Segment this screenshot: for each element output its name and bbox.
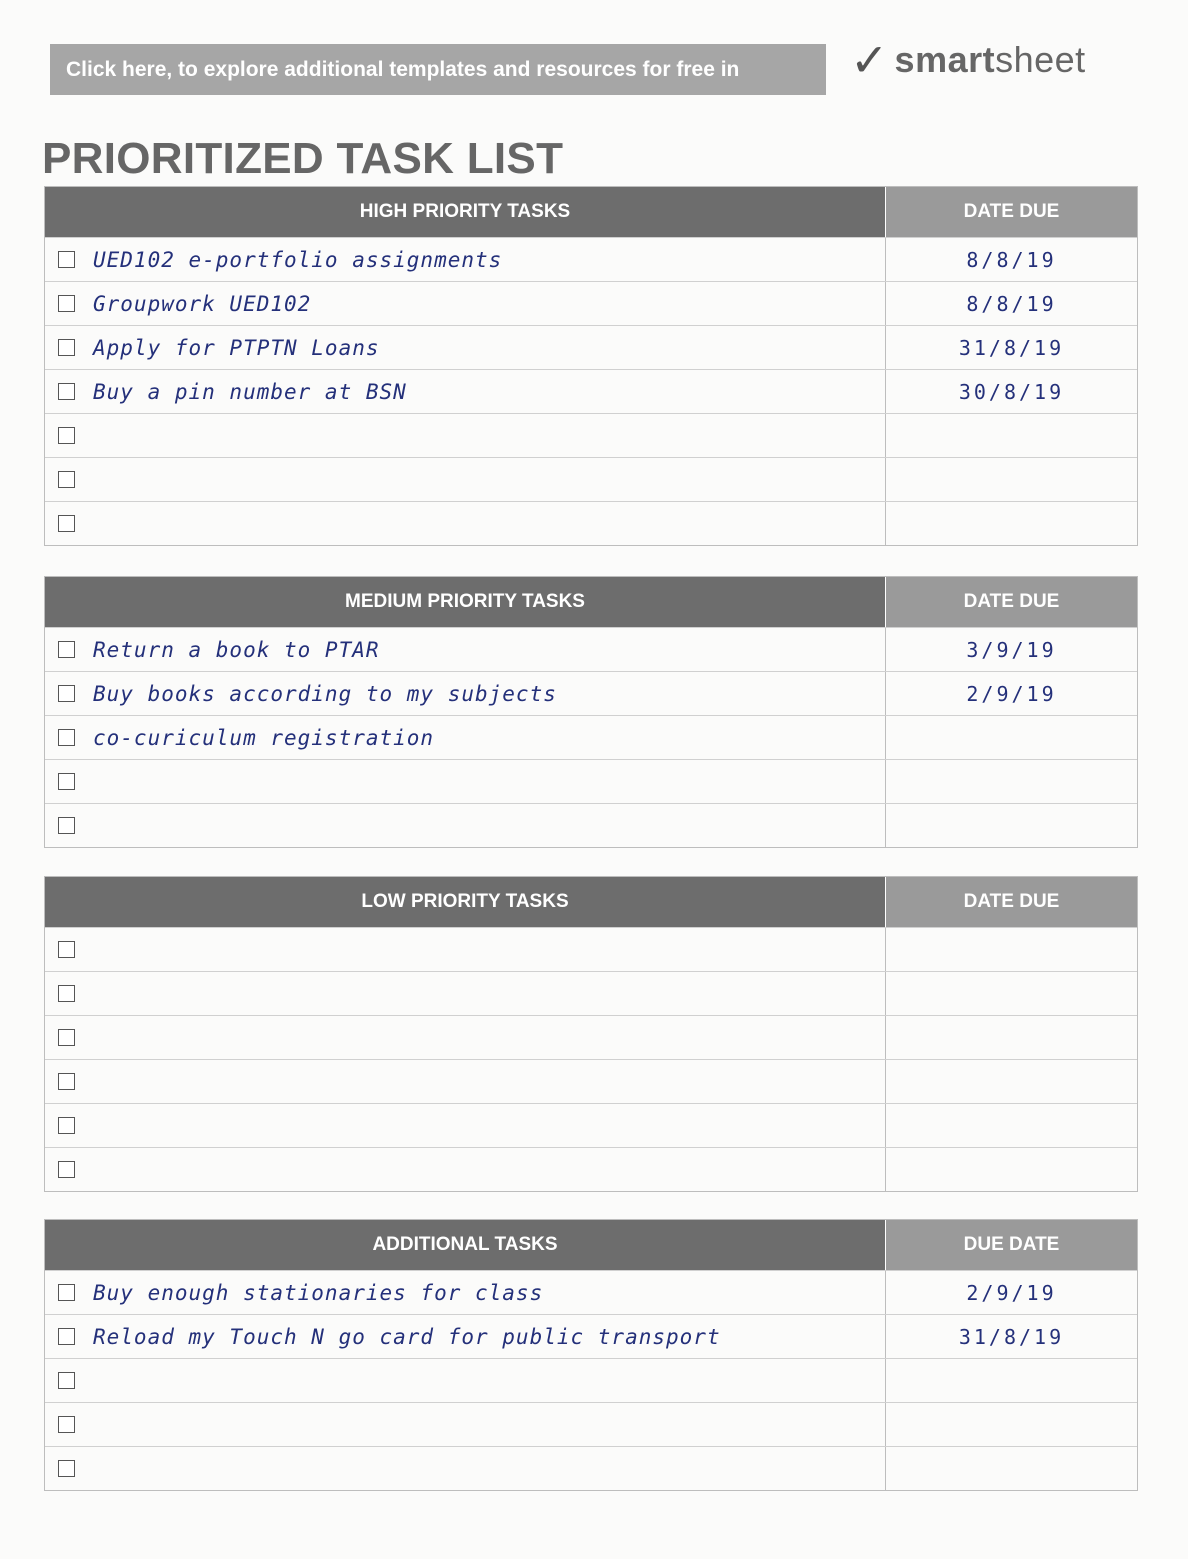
task-column-header: LOW PRIORITY TASKS: [45, 877, 885, 927]
task-row: [45, 1446, 1137, 1490]
task-cell[interactable]: [45, 370, 885, 413]
task-cell[interactable]: [45, 238, 885, 281]
task-checkbox[interactable]: [58, 339, 75, 356]
task-text: UED102 e-portfolio assignments: [93, 247, 503, 272]
task-text: Groupwork UED102: [93, 291, 312, 316]
date-column-header: DATE DUE: [885, 577, 1137, 627]
task-row: [45, 803, 1137, 847]
task-checkbox[interactable]: [58, 383, 75, 400]
task-row: [45, 237, 1137, 281]
date-cell[interactable]: [885, 326, 1137, 369]
logo-wordmark: [895, 39, 1086, 81]
task-checkbox[interactable]: [58, 251, 75, 268]
task-text: Buy a pin number at BSN: [93, 379, 407, 404]
task-row: [45, 413, 1137, 457]
medium-priority-table: [44, 576, 1138, 848]
task-row: [45, 457, 1137, 501]
task-checkbox[interactable]: [58, 729, 75, 746]
date-cell[interactable]: [885, 282, 1137, 325]
table-body: [45, 237, 1137, 545]
task-row: [45, 1402, 1137, 1446]
date-cell[interactable]: [885, 1359, 1137, 1402]
task-row: [45, 1270, 1137, 1314]
table-header: [45, 577, 1137, 627]
task-text: Reload my Touch N go card for public transport: [93, 1324, 721, 1349]
task-row: [45, 671, 1137, 715]
task-cell[interactable]: [45, 672, 885, 715]
templates-banner-link[interactable]: [50, 44, 826, 95]
task-cell[interactable]: [45, 1403, 885, 1446]
task-cell[interactable]: [45, 1271, 885, 1314]
date-cell[interactable]: [885, 716, 1137, 759]
due-date-text: 31/8/19: [958, 335, 1065, 360]
due-date-text: 2/9/19: [966, 681, 1057, 706]
task-checkbox[interactable]: [58, 1328, 75, 1345]
task-checkbox[interactable]: [58, 1161, 75, 1178]
task-cell[interactable]: [45, 458, 885, 501]
table-header: [45, 1220, 1137, 1270]
task-row: [45, 759, 1137, 803]
table-body: [45, 927, 1137, 1191]
task-cell[interactable]: [45, 760, 885, 803]
banner-text: Click here, to explore additional templates and resources for free in: [66, 57, 740, 81]
date-cell[interactable]: [885, 1148, 1137, 1191]
task-row: [45, 1059, 1137, 1103]
date-cell[interactable]: [885, 370, 1137, 413]
task-column-header: HIGH PRIORITY TASKS: [45, 187, 885, 237]
task-cell[interactable]: [45, 972, 885, 1015]
task-checkbox[interactable]: [58, 515, 75, 532]
date-cell[interactable]: [885, 1271, 1137, 1314]
task-row: [45, 1015, 1137, 1059]
date-cell[interactable]: [885, 760, 1137, 803]
date-cell[interactable]: [885, 928, 1137, 971]
task-row: [45, 1103, 1137, 1147]
task-checkbox[interactable]: [58, 641, 75, 658]
task-cell[interactable]: [45, 928, 885, 971]
low-priority-table: [44, 876, 1138, 1192]
task-row: [45, 1147, 1137, 1191]
task-checkbox[interactable]: [58, 1372, 75, 1389]
task-checkbox[interactable]: [58, 685, 75, 702]
date-cell[interactable]: [885, 458, 1137, 501]
task-checkbox[interactable]: [58, 471, 75, 488]
task-row: [45, 325, 1137, 369]
date-cell[interactable]: [885, 1060, 1137, 1103]
task-cell[interactable]: [45, 716, 885, 759]
task-cell[interactable]: [45, 326, 885, 369]
task-text: co-curiculum registration: [93, 725, 435, 750]
due-date-text: 31/8/19: [958, 1324, 1065, 1349]
task-cell[interactable]: [45, 1060, 885, 1103]
task-cell[interactable]: [45, 414, 885, 457]
task-cell[interactable]: [45, 1359, 885, 1402]
date-cell[interactable]: [885, 1315, 1137, 1358]
task-cell[interactable]: [45, 282, 885, 325]
task-row: [45, 971, 1137, 1015]
task-cell[interactable]: [45, 1447, 885, 1490]
task-checkbox[interactable]: [58, 1416, 75, 1433]
task-cell[interactable]: [45, 1148, 885, 1191]
table-body: [45, 627, 1137, 847]
task-row: [45, 927, 1137, 971]
task-row: [45, 281, 1137, 325]
task-row: [45, 715, 1137, 759]
date-cell[interactable]: [885, 804, 1137, 847]
task-text: Return a book to PTAR: [93, 637, 380, 662]
task-cell[interactable]: [45, 804, 885, 847]
date-cell[interactable]: [885, 672, 1137, 715]
task-cell[interactable]: [45, 1104, 885, 1147]
date-cell[interactable]: [885, 1447, 1137, 1490]
task-row: [45, 1358, 1137, 1402]
task-cell[interactable]: [45, 1016, 885, 1059]
task-checkbox[interactable]: [58, 1284, 75, 1301]
checkmark-icon: ✓: [850, 33, 889, 87]
task-checkbox[interactable]: [58, 1029, 75, 1046]
table-header: [45, 877, 1137, 927]
due-date-text: 2/9/19: [966, 1280, 1057, 1305]
task-row: [45, 1314, 1137, 1358]
task-cell[interactable]: [45, 502, 885, 545]
table-header: [45, 187, 1137, 237]
task-row: [45, 369, 1137, 413]
task-checkbox[interactable]: [58, 1073, 75, 1090]
task-checkbox[interactable]: [58, 427, 75, 444]
task-text: Buy books according to my subjects: [93, 681, 557, 706]
task-checkbox[interactable]: [58, 1117, 75, 1134]
due-date-text: 3/9/19: [966, 637, 1057, 662]
task-checkbox[interactable]: [58, 985, 75, 1002]
date-cell[interactable]: [885, 628, 1137, 671]
task-row: [45, 501, 1137, 545]
task-text: Buy enough stationaries for class: [93, 1280, 544, 1305]
date-column-header: DUE DATE: [885, 1220, 1137, 1270]
smartsheet-logo: [850, 30, 1086, 90]
high-priority-table: [44, 186, 1138, 546]
task-row: [45, 627, 1137, 671]
task-column-header: MEDIUM PRIORITY TASKS: [45, 577, 885, 627]
due-date-text: 8/8/19: [966, 247, 1057, 272]
date-cell[interactable]: [885, 1104, 1137, 1147]
task-checkbox[interactable]: [58, 773, 75, 790]
date-cell[interactable]: [885, 972, 1137, 1015]
date-column-header: DATE DUE: [885, 877, 1137, 927]
date-cell[interactable]: [885, 238, 1137, 281]
date-cell[interactable]: [885, 1403, 1137, 1446]
task-checkbox[interactable]: [58, 1460, 75, 1477]
logo-wordmark-bold: smart: [894, 39, 996, 80]
logo-wordmark-light: sheet: [995, 39, 1086, 80]
task-checkbox[interactable]: [58, 817, 75, 834]
page-title: PRIORITIZED TASK LIST: [42, 134, 564, 183]
date-column-header: DATE DUE: [885, 187, 1137, 237]
date-cell[interactable]: [885, 414, 1137, 457]
table-body: [45, 1270, 1137, 1490]
date-cell[interactable]: [885, 502, 1137, 545]
task-cell[interactable]: [45, 628, 885, 671]
date-cell[interactable]: [885, 1016, 1137, 1059]
task-cell[interactable]: [45, 1315, 885, 1358]
additional-tasks-table: [44, 1219, 1138, 1491]
task-checkbox[interactable]: [58, 941, 75, 958]
due-date-text: 30/8/19: [958, 379, 1065, 404]
task-column-header: ADDITIONAL TASKS: [45, 1220, 885, 1270]
task-checkbox[interactable]: [58, 295, 75, 312]
due-date-text: 8/8/19: [966, 291, 1057, 316]
task-text: Apply for PTPTN Loans: [93, 335, 380, 360]
